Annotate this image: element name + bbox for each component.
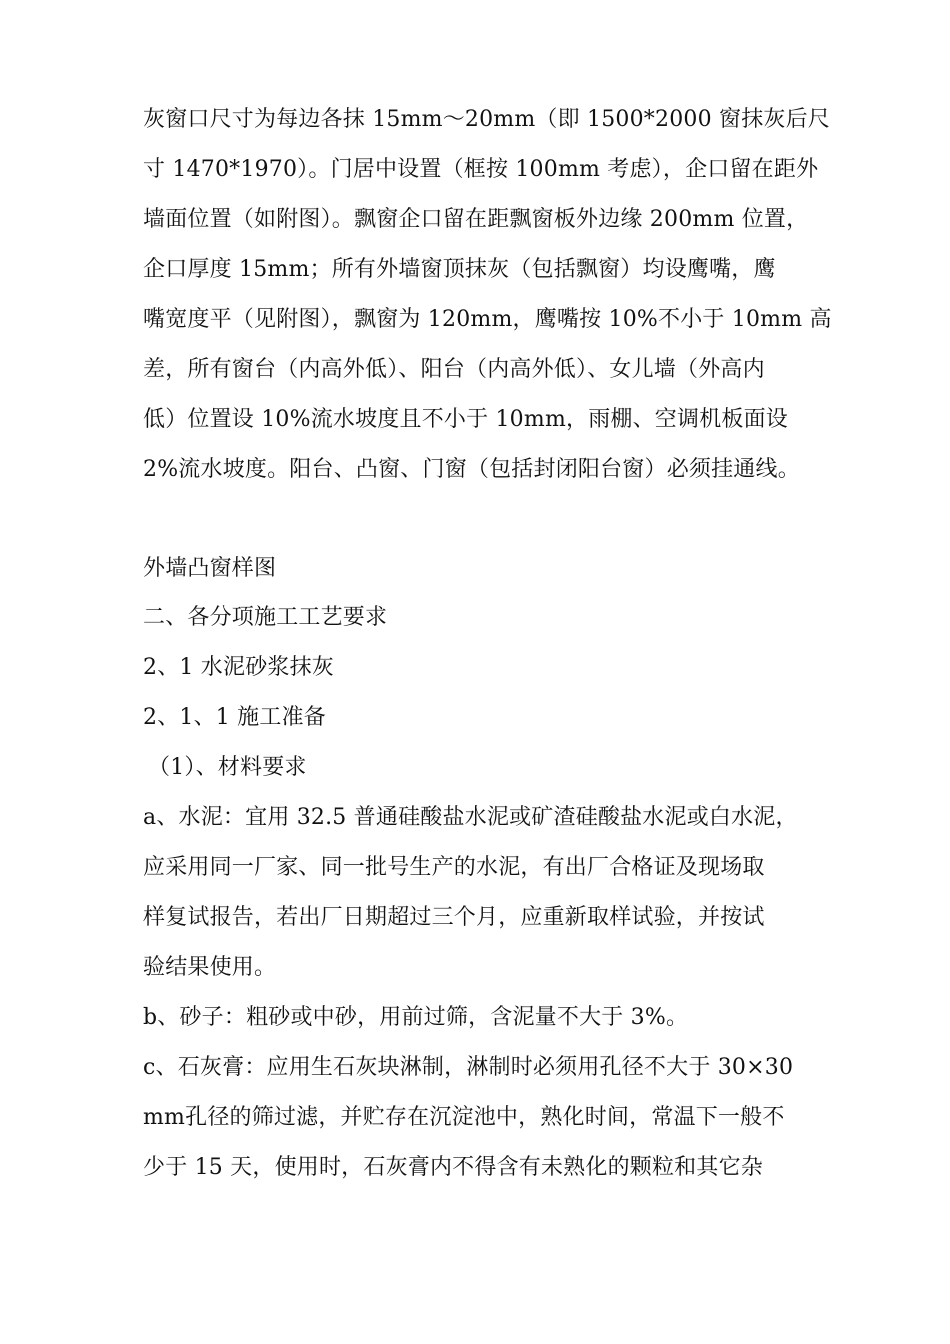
paragraph-line: 嘴宽度平（见附图），飘窗为 120mm，鹰嘴按 10%不小于 10mm 高 [143,307,832,332]
item-c-line: 少于 15 天，使用时，石灰膏内不得含有未熟化的颗粒和其它杂 [143,1155,763,1180]
section-heading: 二、各分项施工工艺要求 [143,605,388,630]
paragraph-line: 灰窗口尺寸为每边各抹 15mm～20mm（即 1500*2000 窗抹灰后尺 [143,107,830,132]
subsection-heading: 2、1 水泥砂浆抹灰 [143,655,334,680]
figure-caption: 外墙凸窗样图 [143,556,277,581]
item-a-line: 应采用同一厂家、同一批号生产的水泥，有出厂合格证及现场取 [143,855,765,880]
paragraph-line: 2%流水坡度。阳台、凸窗、门窗（包括封闭阳台窗）必须挂通线。 [143,457,800,482]
paragraph-line: 寸 1470*1970）。门居中设置（框按 100mm 考虑），企口留在距外 [143,157,819,182]
item-c-line: mm孔径的筛过滤，并贮存在沉淀池中，熟化时间，常温下一般不 [143,1105,785,1130]
item-heading: （1）、材料要求 [148,755,307,780]
item-c-line: c、石灰膏：应用生石灰块淋制，淋制时必须用孔径不大于 30×30 [143,1055,794,1080]
item-a-line: 样复试报告，若出厂日期超过三个月，应重新取样试验，并按试 [143,905,765,930]
paragraph-line: 企口厚度 15mm；所有外墙窗顶抹灰（包括飘窗）均设鹰嘴，鹰 [143,257,776,282]
paragraph-line: 低）位置设 10%流水坡度且不小于 10mm，雨棚、空调机板面设 [143,407,789,432]
subsubsection-heading: 2、1、1 施工准备 [143,705,326,730]
item-a-line: a、水泥：宜用 32.5 普通硅酸盐水泥或矿渣硅酸盐水泥或白水泥， [143,805,798,830]
paragraph-line: 墙面位置（如附图）。飘窗企口留在距飘窗板外边缘 200mm 位置， [143,207,809,232]
paragraph-line: 差，所有窗台（内高外低）、阳台（内高外低）、女儿墙（外高内 [143,357,765,382]
item-b-line: b、砂子：粗砂或中砂，用前过筛，含泥量不大于 3%。 [143,1005,689,1030]
item-a-line: 验结果使用。 [143,955,277,980]
